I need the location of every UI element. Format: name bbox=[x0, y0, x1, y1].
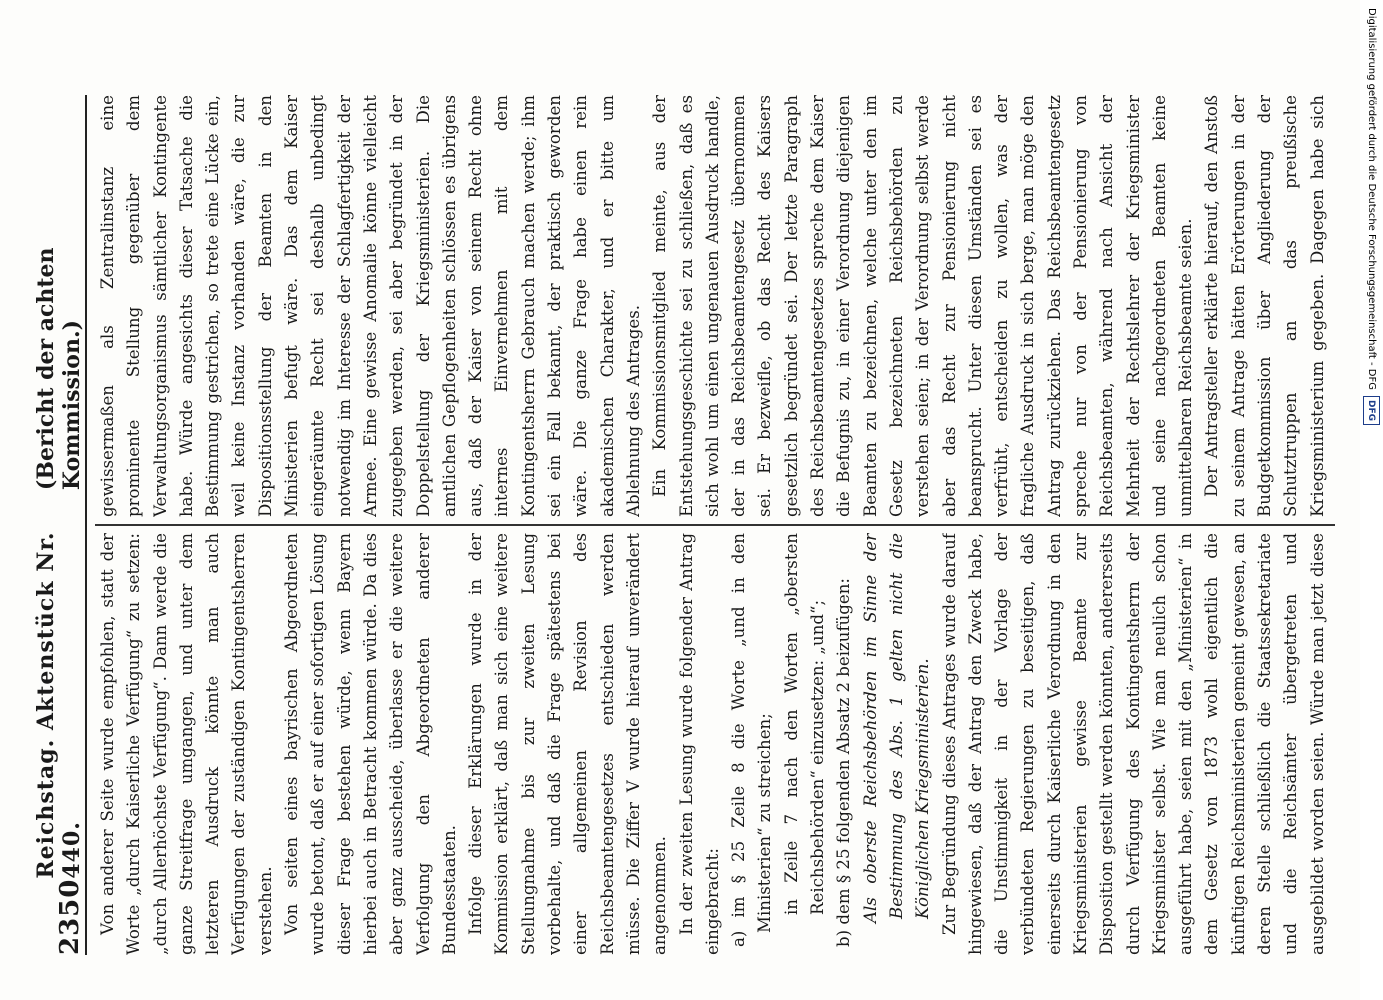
paragraph: Infolge dieser Erklärungen wurde in der Kommission erklärt, daß man sich eine weitere Stellungnahme bis zur zweiten Lesung vorbehalte, und daß die Frage spätestens bei einer allgemeinen Revision des Reichsbeamtengesetzes entschieden werden müsse. Die Ziffer V wurde hierauf unverändert angenommen. bbox=[466, 533, 670, 955]
digitization-credit: Digitalisierung gefördert durch die Deutsche Forschungsgemeinschaft - DFG bbox=[1366, 8, 1377, 391]
text-columns bbox=[95, 95, 1335, 955]
document-page bbox=[33, 95, 1345, 955]
paragraph: Zur Begründung dieses Antrages wurde darauf hingewiesen, daß der Antrag den Zweck habe, die Unstimmigkeit in der Vorlage der verbündeten Regierungen zu beseitigen, daß einerseits durch Kaiserliche Verordnung in den Kriegsministerien gewisse Beamte zur Disposition gestellt werden könnten, andererseits durch Verfügung des Kontingentsherrn der Kriegsminister selbst. Wie man neulich schon ausgeführt habe, seien mit den „Ministerien“ in dem Gesetz von 1873 wohl eigentlich die künftigen Reichsministerien gemeint gewesen, an deren Stelle schließlich die Staatssekretariate und die Reichsämter übergetreten und ausgebildet worden seien. Würde man jetzt diese bbox=[939, 533, 1327, 955]
paragraph: a) im § 25 Zeile 8 die Worte „und in den Ministerien“ zu streichen; bbox=[729, 533, 775, 947]
page-number: 2350 bbox=[55, 878, 85, 955]
paragraph: in Zeile 7 nach den Worten „obersten Reichsbehörden“ einzusetzen: „und“; bbox=[781, 533, 828, 915]
left-column bbox=[95, 533, 1335, 955]
paragraph: In der zweiten Lesung wurde folgender Antrag eingebracht: bbox=[676, 533, 722, 955]
paragraph: Der Antragsteller erklärte hierauf, den Anstoß zu seinem Antrage hätten Erörterungen in der Budgetkommission über Angliederung der Schutztruppen an das preußische Kriegsministerium gegeben. Dagegen habe sich bbox=[1202, 95, 1327, 517]
paragraph: Ein Kommissionsmitglied meinte, aus der Entstehungsgeschichte sei zu schließen, daß es sich wohl um einen ungenauen Ausdruck handle, der in das Reichsbeamtengesetz übernommen sei. Er bezweifle, ob das Recht des Kaisers gesetzlich begründet sei. Der letzte Paragraph des Reichsbeamtengesetzes spreche dem Kaiser die Befugnis zu, in einer Verordnung diejenigen Beamten zu bezeichnen, welche unter den im Gesetz bezeichneten Reichsbehörden zu verstehen seien; in der Verordnung selbst werde aber das Recht zur Pensionierung nicht beansprucht. Unter diesen Umständen sei es verfrüht, entscheiden zu wollen, was der fragliche Ausdruck in sich berge, man möge den Antrag zurückziehen. Das Reichsbeamtengesetz spreche nur von der Pensionierung von Reichsbeamten, während nach Ansicht der Mehrheit der Rechtslehrer der Kriegsminister und seine nachgeordneten Beamten keine unmittelbaren Reichsbeamte seien. bbox=[650, 95, 1196, 517]
paragraph: b) dem § 25 folgenden Absatz 2 beizufügen: bbox=[834, 577, 854, 947]
running-title: Reichstag. Aktenstück Nr. 440. bbox=[33, 531, 85, 879]
dfg-logo: DFG bbox=[1363, 396, 1380, 425]
paragraph: Als oberste Reichsbehörden im Sinne der Bestimmung des Abs. 1 gelten nicht die Königlichen Kriegsministerien. bbox=[860, 533, 933, 923]
right-column bbox=[95, 95, 1335, 517]
paragraph: Von seiten eines bayrischen Abgeordneten wurde betont, daß er auf einer sofortigen Lösung dieser Frage bestehen würde, wenn Bayern hierbei auch in Betracht kommen würde. Da dies aber ganz ausscheide, überlasse er die weitere Verfolgung den Abgeordneten anderer Bundesstaaten. bbox=[282, 533, 459, 955]
column-divider bbox=[95, 517, 1335, 533]
digitization-strip bbox=[1360, 0, 1383, 1000]
paragraph: Von anderer Seite wurde empfohlen, statt der Worte „durch Kaiserliche Verfügung“ zu setzen: „durch Allerhöchste Verfügung“. Dann werde die ganze Streitfrage umgangen, und unter dem letzteren Ausdruck könnte man auch Verfügungen der zuständigen Kontingentsherren verstehen. bbox=[98, 533, 275, 955]
paragraph: gewissermaßen als Zentralinstanz eine prominente Stellung gegenüber dem Verwaltungsorganismus sämtlicher Kontingente habe. Würde angesichts dieser Tatsache die Bestimmung gestrichen, so trete eine Lücke ein, weil keine Instanz vorhanden wäre, die zur Dispositionsstellung der Beamten in den Ministerien befugt wäre. Das dem Kaiser eingeräumte Recht sei deshalb unbedingt notwendig im Interesse der Schlagfertigkeit der Armee. Eine gewisse Anomalie könne vielleicht zugegeben werden, sei aber begründet in der Doppelstellung der Kriegsministerien. Die amtlichen Gepflogenheiten schlössen es übrigens aus, daß der Kaiser von seinem Recht ohne internes Einvernehmen mit dem Kontingentsherrn Gebrauch machen werde; ihm sei ein Fall bekannt, der praktisch geworden wäre. Die ganze Frage habe einen rein akademischen Charakter, und er bitte um Ablehnung des Antrages. bbox=[98, 95, 643, 517]
section-title: (Bericht der achten Kommission.) bbox=[33, 247, 85, 491]
page-header bbox=[33, 95, 87, 955]
